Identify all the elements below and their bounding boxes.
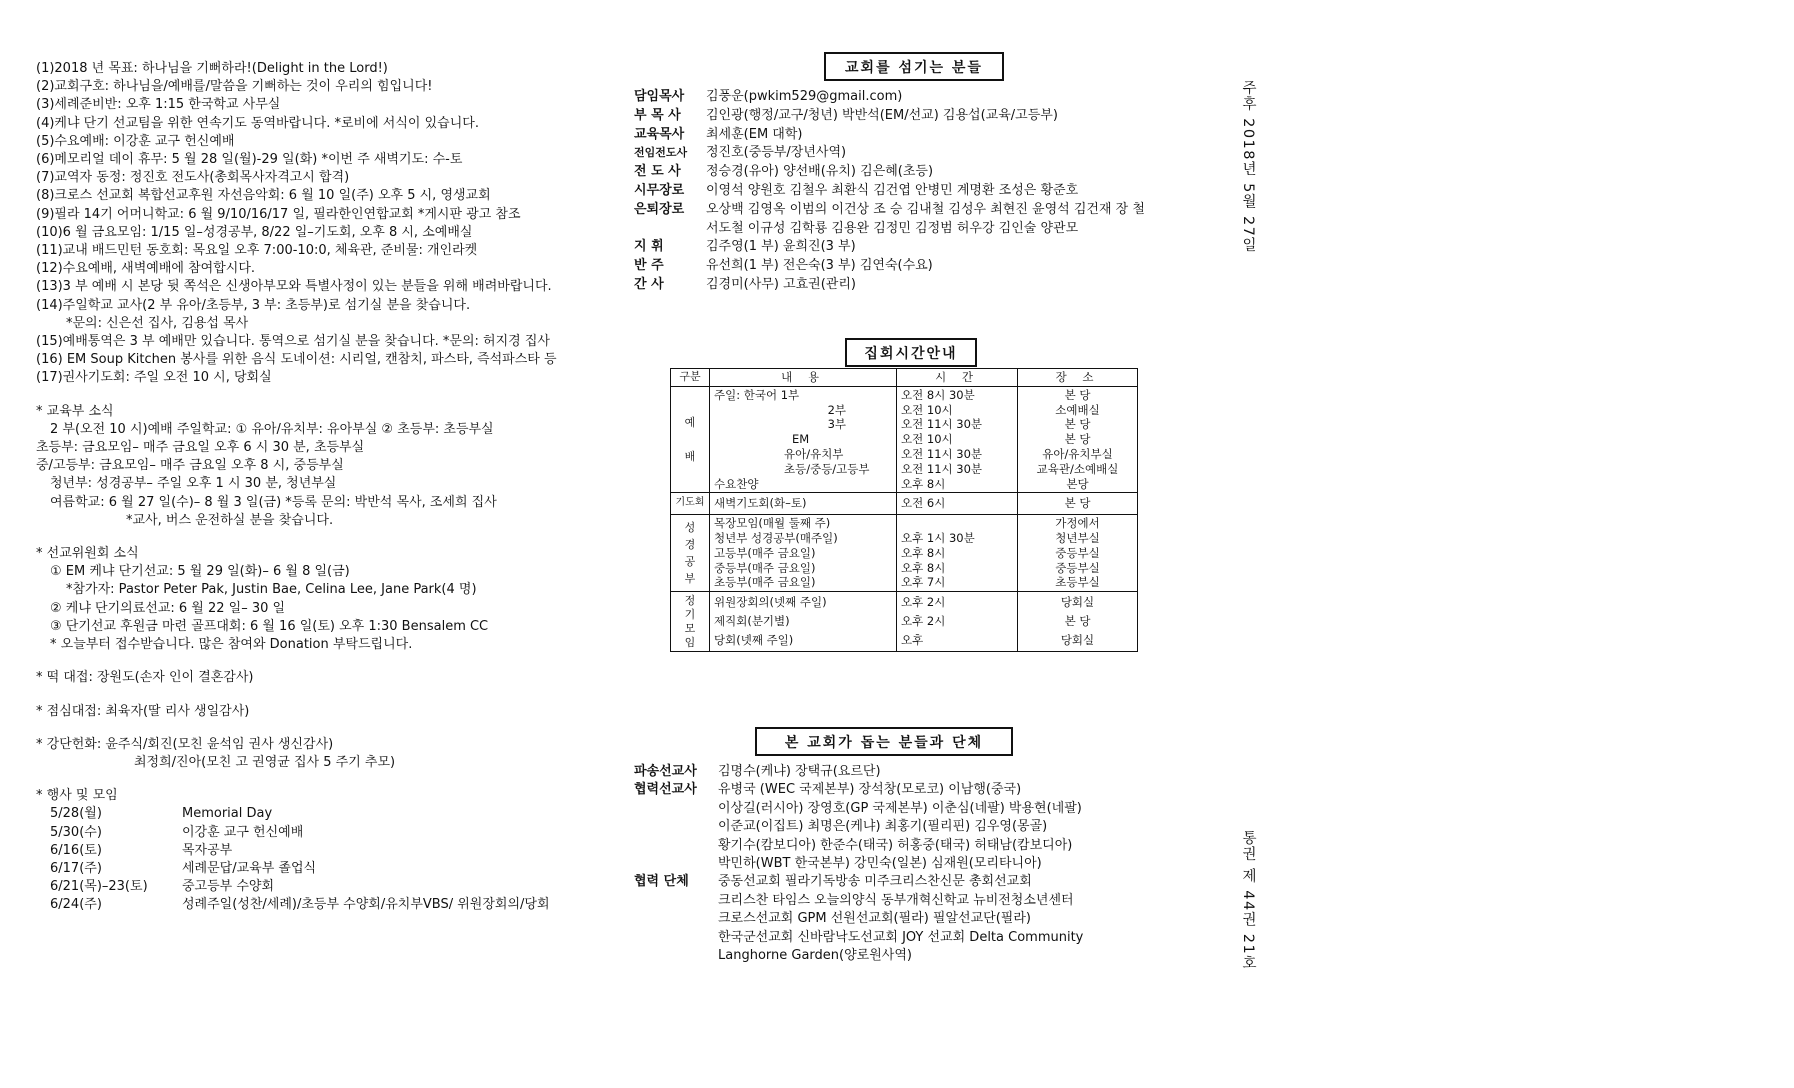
place-line: 가정에서 [1055,516,1100,531]
mission-value: 크리스찬 타임스 오늘의양식 동부개혁신학교 뉴비전청소년센터 [718,892,1074,908]
event-desc: 중고등부 수양회 [182,879,275,895]
announcement-item: (5)수요예배: 이강훈 교구 헌신예배 [36,133,235,149]
education-line: *교사, 버스 운전하실 분을 찾습니다. [126,512,334,528]
place-line: 중등부실 [1055,545,1100,560]
event-desc: 이강훈 교구 헌신예배 [182,824,304,840]
mission-row [634,800,1194,818]
place-line: 교육관/소예배실 [1036,461,1119,476]
staff-value: 김경미(사무) 고효권(관리) [706,276,856,292]
lunch-line: * 점심대접: 최육자(딸 리사 생일감사) [36,703,250,719]
flowers-line: * 강단헌화: 윤주식/회진(모친 윤석임 권사 생신감사) [36,736,334,752]
staff-row [634,144,1194,163]
bulletin-date: 주후 2018년 5월 27일 [1240,80,1256,254]
category-char: 기 [684,607,696,621]
mission-value: Langhorne Garden(양로원사역) [718,948,912,964]
schedule-category [671,386,710,493]
staff-value: 김주영(1 부) 윤희진(3 부) [706,239,856,255]
announcement-item: (15)예배통역은 3 부 예배만 있습니다. 통역으로 섬기실 분을 찾습니다. *문의: 허지경 집사 [36,334,550,350]
event-desc: 세례문답/교육부 졸업식 [182,860,317,876]
schedule-row-worship [671,386,1138,493]
mission-value: 중동선교회 필라기독방송 미주크리스찬신문 총회선교회 [718,874,1032,890]
category-char: 배 [684,450,696,464]
mission-row [634,929,1194,947]
content-line: 고등부(매주 금요일) [714,545,816,560]
mission-label [634,800,718,818]
time-line: 오후 2시 [901,614,946,629]
missions-line: ① EM 케냐 단기선교: 5 월 29 일(화)– 6 월 8 일(금) [50,564,350,580]
announcement-item: (14)주일학교 교사(2 부 유아/초등부, 3 부: 초등부)로 섬기실 분을 찾습니다. [36,297,471,313]
staff-row [634,182,1194,201]
staff-value: 이영석 양원호 김철우 최환식 김건엽 안병민 계명환 조성은 황준호 [706,182,1079,198]
schedule-row-meetings [671,592,1138,652]
event-row [50,896,550,914]
schedule-header: 장 소 [1018,369,1138,387]
schedule-place: 본 당 [1018,493,1138,515]
mission-label: 협력 단체 [634,874,689,890]
rice-cake-line: * 떡 대접: 장원도(손자 인이 결혼감사) [36,670,254,686]
event-row [50,860,550,878]
time-line: 오후 8시 [901,560,946,575]
flowers-line: 최정희/진아(모친 고 권영균 집사 5 주기 추모) [134,754,396,770]
mission-label: 협력선교사 [634,782,697,798]
education-line: 여름학교: 6 월 27 일(수)– 8 월 3 일(금) *등록 문의: 박반석 목사, 조세희 집사 [50,494,497,510]
event-row [50,805,550,823]
staff-value: 서도철 이규성 김학룡 김용완 김정민 김정범 허우강 김인술 양관모 [706,220,1079,236]
mission-label: 파송선교사 [634,764,697,779]
place-line: 본 당 [1064,417,1091,432]
mission-row [634,855,1194,873]
mission-value: 이상길(러시아) 장영호(GP 국제본부) 이춘심(네팔) 박용현(네팔) [718,800,1082,816]
content-line: 청년부 성경공부(매주일) [714,530,838,545]
mission-value: 이준교(이집트) 최명은(케냐) 최홍기(필리핀) 김우영(몽골) [718,819,1048,835]
announcement-item: (4)케냐 단기 선교팀을 위한 연속기도 동역바랍니다. *로비에 서식이 있습니다. [36,115,479,131]
event-date: 5/30(수) [50,824,102,840]
mission-box-title: 본 교회가 돕는 분들과 단체 [755,727,1013,756]
place-line: 본 당 [1064,432,1091,447]
staff-label: 은퇴장로 [634,201,685,217]
category-char: 공 [684,555,696,569]
schedule-place [1018,592,1138,652]
place-line: 유아/유치부실 [1042,446,1113,461]
mission-row [634,873,1194,891]
category-char: 모 [684,621,696,635]
missions-line: * 오늘부터 접수받습니다. 많은 참여와 Donation 부탁드립니다. [50,637,413,653]
events-table [50,805,550,914]
missions-line: *참가자: Pastor Peter Pak, Justin Bae, Celina Lee, Jane Park(4 명) [66,582,477,598]
schedule-category: 기도회 [671,493,710,515]
schedule-content [710,515,897,592]
content-line: 초등/중등/고등부 [784,461,870,476]
staff-label: 교육목사 [634,126,685,142]
staff-label: 부 목 사 [634,107,681,123]
time-line: 오전 8시 30분 [901,387,975,402]
category-char: 예 [684,416,696,430]
schedule-place [1018,386,1138,493]
event-date: 6/24(주) [50,897,102,913]
schedule-header-row [671,369,1138,387]
staff-label: 전 도 사 [634,164,681,180]
place-line: 중등부실 [1055,560,1100,575]
staff-row [634,276,1194,295]
mission-row [634,781,1194,799]
content-line: 초등부(매주 금요일) [714,575,816,590]
section-heading: * 교육부 소식 [36,403,114,419]
content-line: EM [792,432,810,447]
staff-row [634,220,1194,239]
time-line: 오후 8시 [901,476,946,491]
content-line: 유아/유치부 [784,446,844,461]
announcement-item: (6)메모리얼 데이 휴무: 5 월 28 일(월)-29 일(화) *이번 주 새벽기도: 수-토 [36,152,463,168]
mission-label [634,947,718,965]
time-line: 오후 [901,633,924,648]
category-char: 경 [684,538,696,552]
schedule-time [897,386,1018,493]
schedule-place [1018,515,1138,592]
announcement-item: (3)세례준비반: 오후 1:15 한국학교 사무실 [36,97,281,113]
time-line: 오전 10시 [901,402,953,417]
category-char: 성 [684,521,696,535]
mission-label [634,837,718,855]
schedule-content [710,592,897,652]
time-line: 오후 8시 [901,545,946,560]
announcement-item: (11)교내 배드민턴 동호회: 목요일 오후 7:00-10:0, 체육관, 준비물: 개인라켓 [36,243,478,259]
event-date: 6/21(목)–23(토) [50,879,148,895]
schedule-time [897,592,1018,652]
mission-label [634,855,718,873]
content-line: 3부 [827,417,846,432]
bulletin-volume: 통권 제 44권 21호 [1240,830,1256,972]
event-desc: Memorial Day [182,806,273,822]
schedule-header: 구분 [671,369,710,387]
mission-value: 황기수(캄보디아) 한준수(태국) 허홍중(태국) 허태남(캄보디아) [718,837,1073,853]
announcement-item: (16) EM Soup Kitchen 봉사를 위한 음식 도네이션: 시리얼, 캔참치, 파스타, 즉석파스타 등 [36,352,557,368]
place-line: 본당 [1066,476,1089,491]
staff-value: 최세훈(EM 대학) [706,126,803,142]
schedule-time [897,515,1018,592]
schedule-table [670,368,1138,652]
event-date: 5/28(월) [50,806,102,822]
staff-row [634,107,1194,126]
event-date: 6/16(토) [50,842,102,858]
education-line: 중/고등부: 금요모임– 매주 금요일 오후 8 시, 중등부실 [36,458,344,474]
mission-value: 김명수(케냐) 장택규(요르단) [718,764,881,779]
staff-label: 지 휘 [634,239,664,255]
time-line: 오전 10시 [901,432,953,447]
category-char: 임 [684,635,696,649]
category-char: 정 [684,593,696,607]
events-section [36,787,621,914]
place-line: 소예배실 [1055,402,1100,417]
announcement-item: (1)2018 년 목표: 하나님을 기뻐하라!(Delight in the Lord!) [36,61,388,76]
missions-line: ② 케냐 단기의료선교: 6 월 22 일– 30 일 [50,600,286,616]
time-line: 오전 11시 30분 [901,446,983,461]
staff-value: 유선희(1 부) 전은숙(3 부) 김연숙(수요) [706,258,933,274]
schedule-header: 내 용 [710,369,897,387]
section-heading: * 행사 및 모임 [36,788,118,804]
announcement-item: (9)필라 14기 어머니학교: 6 월 9/10/16/17 일, 필라한인연합교회 *게시판 광고 참조 [36,206,521,222]
announcement-item: (8)크로스 선교회 복합선교후원 자선음악회: 6 월 10 일(주) 오후 5 시, 영생교회 [36,188,491,204]
section-heading: * 선교위원회 소식 [36,546,139,562]
schedule-row-bible [671,515,1138,592]
staff-box-title: 교회를 섬기는 분들 [824,52,1004,81]
staff-label: 간 사 [634,276,664,292]
content-line: 주일: 한국어 1부 [714,387,800,402]
announcement-item: (17)권사기도회: 주일 오전 10 시, 당회실 [36,370,272,386]
content-line: 수요찬양 [714,476,759,491]
mission-value: 한국군선교회 신바람낙도선교회 JOY 선교회 Delta Community [718,929,1084,945]
time-line: 오후 2시 [901,595,946,610]
schedule-row-prayer [671,493,1138,515]
staff-label: 시무장로 [634,182,685,198]
announcement-item: (13)3 부 예배 시 본당 뒷 쪽석은 신생아부모와 특별사정이 있는 분들을 위해 배려바랍니다. [36,279,552,295]
place-line: 본 당 [1064,387,1091,402]
staff-row [634,238,1194,257]
missions-news-section [36,545,621,654]
announcement-item: (2)교회구호: 하나님을/예배를/말씀을 기뻐하는 것이 우리의 힘입니다! [36,79,433,95]
place-line: 당회실 [1060,633,1095,648]
staff-row [634,88,1194,107]
staff-value: 김풍운(pwkim529@gmail.com) [706,89,903,104]
mission-label [634,818,718,836]
place-line: 본 당 [1064,614,1091,629]
mission-label [634,892,718,910]
place-line: 당회실 [1060,595,1095,610]
mission-label [634,910,718,928]
staff-row [634,163,1194,182]
content-line: 당회(넷째 주일) [714,633,794,648]
mission-value: 유병국 (WEC 국제본부) 장석창(모로코) 이남행(중국) [718,782,1022,798]
announcement-list [36,60,621,388]
staff-row [634,257,1194,276]
mission-row [634,892,1194,910]
staff-row [634,201,1194,220]
schedule-category [671,515,710,592]
mission-list [634,763,1194,965]
time-line: 오후 1시 30분 [901,530,975,545]
staff-value: 오상백 김영옥 이범의 이건상 조 승 김내철 김성우 최현진 윤영석 김건재 장 철 [706,201,1145,217]
mission-row [634,910,1194,928]
time-line: 오전 11시 30분 [901,417,983,432]
time-line: 오후 7시 [901,575,946,590]
content-line: 목장모임(매월 둘째 주) [714,516,831,531]
staff-row [634,126,1194,145]
schedule-category [671,592,710,652]
announcement-item: (7)교역자 동정: 정진호 전도사(총회목사자격고시 합격) [36,170,350,186]
staff-label: 반 주 [634,258,664,274]
mission-row [634,818,1194,836]
education-line: 2 부(오전 10 시)예배 주일학교: ① 유아/유치부: 유아부실 ② 초등부: 초등부실 [50,421,494,437]
mission-row [634,763,1194,781]
schedule-content: 새벽기도회(화–토) [710,493,897,515]
announcement-item: *문의: 신은선 집사, 김용섭 목사 [66,315,249,331]
staff-value: 김인광(행정/교구/청년) 박반석(EM/선교) 김용섭(교육/고등부) [706,107,1058,123]
staff-label: 전임전도사 [634,146,688,160]
missions-line: ③ 단기선교 후원금 마련 골프대회: 6 월 16 일(토) 오후 1:30 Bensalem CC [50,618,489,634]
content-line: 2부 [827,402,846,417]
announcement-item: (10)6 월 금요모임: 1/15 일–성경공부, 8/22 일–기도회, 오후 8 시, 소예배실 [36,224,473,240]
mission-row [634,947,1194,965]
education-section [36,403,621,530]
announcement-item: (12)수요예배, 새벽예배에 참여합시다. [36,261,256,277]
education-line: 초등부: 금요모임– 매주 금요일 오후 6 시 30 분, 초등부실 [36,440,365,456]
place-line: 초등부실 [1055,575,1100,590]
mission-row [634,837,1194,855]
left-column [36,60,621,915]
mission-label [634,929,718,947]
category-char: 부 [684,572,696,586]
event-desc: 성례주일(성찬/세례)/초등부 수양회/유치부VBS/ 위원장회의/당회 [182,897,550,913]
schedule-title: 집회시간안내 [845,338,977,367]
schedule-header: 시 간 [897,369,1018,387]
mission-value: 크로스선교회 GPM 선원선교회(필라) 필알선교단(필라) [718,911,1031,927]
staff-list [634,88,1194,295]
content-line: 제직회(분기별) [714,614,790,629]
event-row [50,878,550,896]
content-line: 위원장회의(넷째 주일) [714,595,827,610]
content-line: 중등부(매주 금요일) [714,560,816,575]
schedule-time: 오전 6시 [897,493,1018,515]
schedule-content [710,386,897,493]
event-desc: 목자공부 [182,842,233,858]
place-line: 청년부실 [1055,530,1100,545]
staff-value: 정진호(중등부/장년사역) [706,145,847,161]
staff-label: 담임목사 [634,89,685,104]
education-line: 청년부: 성경공부– 주일 오후 1 시 30 분, 청년부실 [50,476,337,492]
event-row [50,824,550,842]
staff-value: 정승경(유아) 양선배(유치) 김은혜(초등) [706,164,934,180]
mission-value: 박민하(WBT 한국본부) 강민숙(일본) 심재원(모리타니아) [718,856,1042,872]
event-date: 6/17(주) [50,860,102,876]
staff-label [634,220,706,239]
time-line [901,516,1013,531]
event-row [50,842,550,860]
time-line: 오전 11시 30분 [901,461,983,476]
